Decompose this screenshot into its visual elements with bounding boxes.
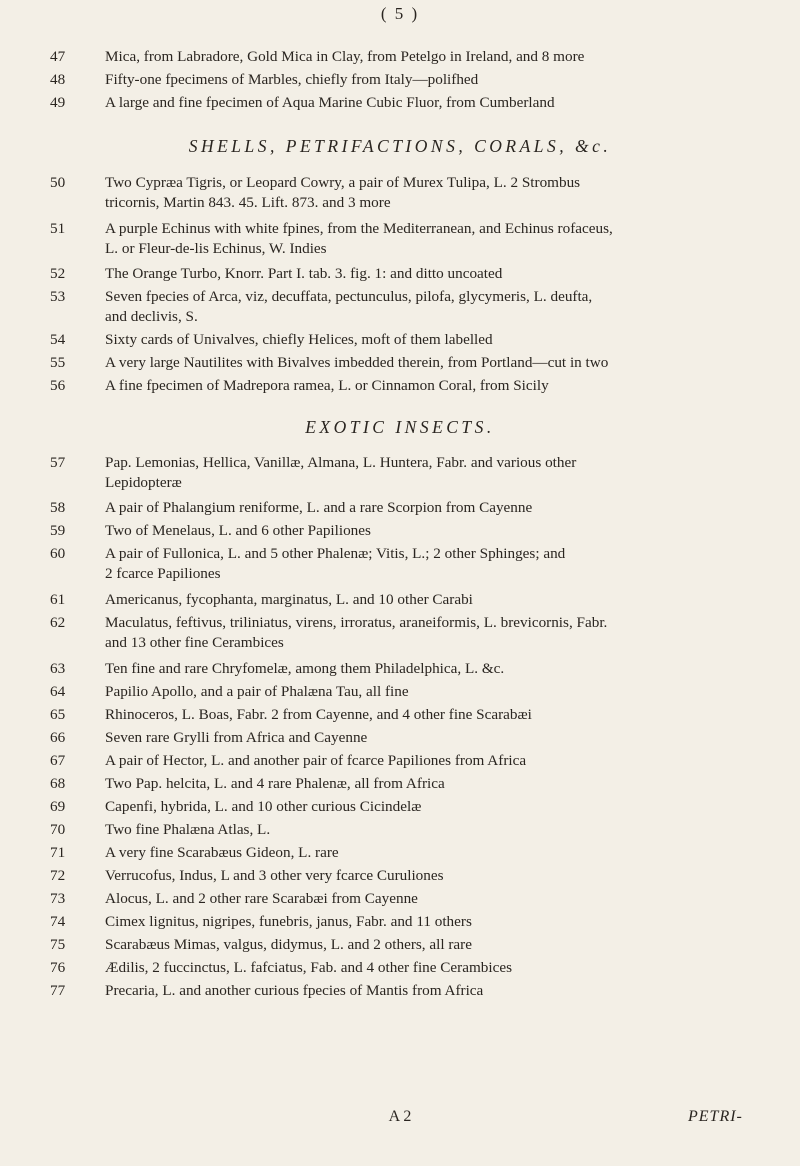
signature-mark: A 2 <box>388 1108 412 1125</box>
lot-description: Americanus, fycophanta, marginatus, L. and 10 other Carabi <box>105 591 473 608</box>
lot-description: Sixty cards of Univalves, chiefly Helices, moft of them labelled <box>105 331 493 348</box>
section-heading: EXOTIC INSECTS. <box>305 417 495 437</box>
lot-entry <box>50 93 780 113</box>
lot-entry <box>50 590 780 610</box>
lot-description: Two fine Phalæna Atlas, L. <box>105 821 271 838</box>
lot-description-continued: L. or Fleur-de-lis Echinus, W. Indies <box>105 240 327 257</box>
lot-description: A pair of Phalangium reniforme, L. and a rare Scorpion from Cayenne <box>105 499 533 516</box>
lot-number: 59 <box>50 522 66 539</box>
lot-entry <box>50 728 780 748</box>
lot-description-continued: and 13 other fine Cerambices <box>105 634 284 651</box>
lot-entry <box>50 958 780 978</box>
lot-entry <box>50 330 780 350</box>
lot-description: A large and fine fpecimen of Aqua Marine Cubic Fluor, from Cumberland <box>105 94 555 111</box>
lot-number: 51 <box>50 220 66 237</box>
lot-description: Seven fpecies of Arca, viz, decuffata, pectunculus, pilofa, glycymeris, L. deufta, <box>105 288 593 305</box>
lot-entry <box>50 47 780 67</box>
lot-description-continued: Lepidopteræ <box>105 474 182 491</box>
lot-description: Maculatus, feftivus, triliniatus, virens, irroratus, araneiformis, L. brevicornis, Fabr. <box>105 614 608 631</box>
lot-entry <box>50 264 780 284</box>
lot-entry <box>50 912 780 932</box>
lot-number: 60 <box>50 545 66 562</box>
lot-number: 47 <box>50 48 66 65</box>
lot-number: 71 <box>50 844 66 861</box>
lot-number: 64 <box>50 683 66 700</box>
lot-entry <box>50 889 780 909</box>
lot-number: 68 <box>50 775 66 792</box>
lot-number: 65 <box>50 706 66 723</box>
lot-entry <box>50 820 780 840</box>
lot-description: A purple Echinus with white fpines, from the Mediterranean, and Echinus rofaceus, <box>105 220 613 237</box>
lot-entry <box>50 682 780 702</box>
lot-number: 77 <box>50 982 66 999</box>
lot-entry <box>50 287 780 327</box>
lot-entry <box>50 544 780 584</box>
lot-number: 56 <box>50 377 66 394</box>
lot-description: Fifty-one fpecimens of Marbles, chiefly from Italy—polifhed <box>105 71 479 88</box>
lot-number: 54 <box>50 331 66 348</box>
lot-number: 70 <box>50 821 66 838</box>
lot-number: 66 <box>50 729 66 746</box>
lot-number: 63 <box>50 660 66 677</box>
lot-description: A pair of Hector, L. and another pair of fcarce Papiliones from Africa <box>105 752 527 769</box>
lot-description: A pair of Fullonica, L. and 5 other Phalenæ; Vitis, L.; 2 other Sphinges; and <box>105 545 566 562</box>
lot-description: Alocus, L. and 2 other rare Scarabæi from Cayenne <box>105 890 418 907</box>
lot-description: Ten fine and rare Chryfomelæ, among them Philadelphica, L. &c. <box>105 660 505 677</box>
lot-entry <box>50 866 780 886</box>
lot-number: 67 <box>50 752 66 769</box>
lot-number: 50 <box>50 174 66 191</box>
section-heading: SHELLS, PETRIFACTIONS, CORALS, &c. <box>188 136 612 156</box>
lot-number: 49 <box>50 94 66 111</box>
lot-description: Cimex lignitus, nigripes, funebris, janus, Fabr. and 11 others <box>105 913 472 930</box>
lot-description: Capenfi, hybrida, L. and 10 other curious Cicindelæ <box>105 798 422 815</box>
lot-number: 57 <box>50 454 66 471</box>
lot-description: Rhinoceros, L. Boas, Fabr. 2 from Cayenne, and 4 other fine Scarabæi <box>105 706 532 723</box>
lot-entry <box>50 353 780 373</box>
lot-number: 61 <box>50 591 66 608</box>
lot-description: Scarabæus Mimas, valgus, didymus, L. and 2 others, all rare <box>105 936 472 953</box>
lot-description: A very large Nautilites with Bivalves imbedded therein, from Portland—cut in two <box>105 354 609 371</box>
lot-entry <box>50 70 780 90</box>
lot-entry <box>50 613 780 653</box>
lot-entry <box>50 981 780 1001</box>
lot-entry <box>50 173 780 213</box>
lot-description: A fine fpecimen of Madrepora ramea, L. or Cinnamon Coral, from Sicily <box>105 377 549 394</box>
lot-description: Two Pap. helcita, L. and 4 rare Phalenæ, all from Africa <box>105 775 445 792</box>
lot-entry <box>50 453 780 493</box>
lot-description: Papilio Apollo, and a pair of Phalæna Tau, all fine <box>105 683 409 700</box>
lot-description: A very fine Scarabæus Gideon, L. rare <box>105 844 339 861</box>
lot-number: 76 <box>50 959 66 976</box>
lot-description: The Orange Turbo, Knorr. Part I. tab. 3. fig. 1: and ditto uncoated <box>105 265 503 282</box>
lot-description-continued: and declivis, S. <box>105 308 198 325</box>
lot-entry <box>50 659 780 679</box>
lot-number: 69 <box>50 798 66 815</box>
page-number: ( 5 ) <box>380 4 420 23</box>
lot-entry <box>50 751 780 771</box>
lot-description-continued: 2 fcarce Papiliones <box>105 565 221 582</box>
catchword: PETRI- <box>688 1108 743 1125</box>
lot-entry <box>50 935 780 955</box>
lot-entry <box>50 843 780 863</box>
lot-entry <box>50 774 780 794</box>
lot-description: Verrucofus, Indus, L and 3 other very fcarce Curuliones <box>105 867 444 884</box>
lot-number: 72 <box>50 867 66 884</box>
lot-description: Two of Menelaus, L. and 6 other Papiliones <box>105 522 371 539</box>
lot-number: 73 <box>50 890 66 907</box>
lot-entry <box>50 521 780 541</box>
lot-entry <box>50 498 780 518</box>
lot-description: Ædilis, 2 fuccinctus, L. fafciatus, Fab. and 4 other fine Cerambices <box>105 959 512 976</box>
lot-number: 52 <box>50 265 66 282</box>
lot-description: Precaria, L. and another curious fpecies of Mantis from Africa <box>105 982 484 999</box>
lot-entry <box>50 219 780 259</box>
lot-number: 74 <box>50 913 66 930</box>
lot-number: 53 <box>50 288 66 305</box>
lot-entry <box>50 797 780 817</box>
lot-number: 48 <box>50 71 66 88</box>
lot-entry <box>50 376 780 396</box>
lot-number: 62 <box>50 614 66 631</box>
lot-description: Seven rare Grylli from Africa and Cayenne <box>105 729 368 746</box>
lot-description: Pap. Lemonias, Hellica, Vanillæ, Almana, L. Huntera, Fabr. and various other <box>105 454 577 471</box>
lot-number: 58 <box>50 499 66 516</box>
lot-entry <box>50 705 780 725</box>
lot-description-continued: tricornis, Martin 843. 45. Lift. 873. and 3 more <box>105 194 391 211</box>
lot-description: Mica, from Labradore, Gold Mica in Clay, from Petelgo in Ireland, and 8 more <box>105 48 585 65</box>
lot-number: 55 <box>50 354 66 371</box>
lot-description: Two Cypræa Tigris, or Leopard Cowry, a pair of Murex Tulipa, L. 2 Strombus <box>105 174 581 191</box>
lot-number: 75 <box>50 936 66 953</box>
